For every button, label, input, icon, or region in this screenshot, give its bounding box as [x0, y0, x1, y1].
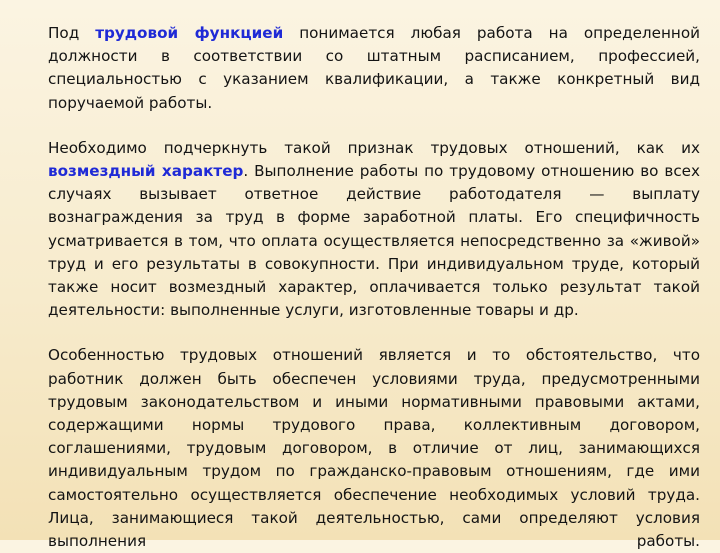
paragraph-text: Необходимо подчеркнуть такой признак трудовых отношений, как их — [48, 138, 700, 157]
paragraph-text: понимается любая работа на определенной должности в соответствии со штатным расписанием, профессией, специальностью с указанием квалификации, а также конкретный вид поручаемой работы. — [48, 24, 700, 112]
highlight-term: возмездный характер — [48, 162, 244, 181]
paragraph-working-conditions — [48, 344, 700, 553]
paragraph-paid-nature — [48, 137, 700, 323]
highlight-term: трудовой функцией — [95, 24, 284, 42]
paragraph-text: . Выполнение работы по трудовому отношению во всех случаях вызывает ответное действие работодателя — выплату вознаграждения за труд в форме заработной платы. Его специфичность усматривается в том, что оплата осуществляется непосредственно за «живой» труд и его результаты в совокупности. При индивидуальном труде, который также носит возмездный характер, оплачивается только результат такой деятельности: выполненные услуги, изготовленные товары и др. — [48, 162, 701, 320]
paragraph-text: Особенностью трудовых отношений является и то обстоятельство, что работник должен быть обеспечен условиями труда, предусмотренными трудовым законодательством и иными нормативными правовыми актами, содержащими нормы трудового права, коллективным договором, соглашениями, трудовым договором, в отличие от лиц, занимающихся индивидуальным трудом по гражданско-правовым отношениям, где ими самостоятельно осуществляется обеспечение необходимых условий труда. Лица, занимающиеся такой деятельностью, сами определяют условия выполнения работы. — [48, 346, 700, 551]
paragraph-text: Под — [48, 24, 96, 42]
paragraph-labor-function — [48, 22, 700, 115]
slide-content — [48, 22, 700, 553]
